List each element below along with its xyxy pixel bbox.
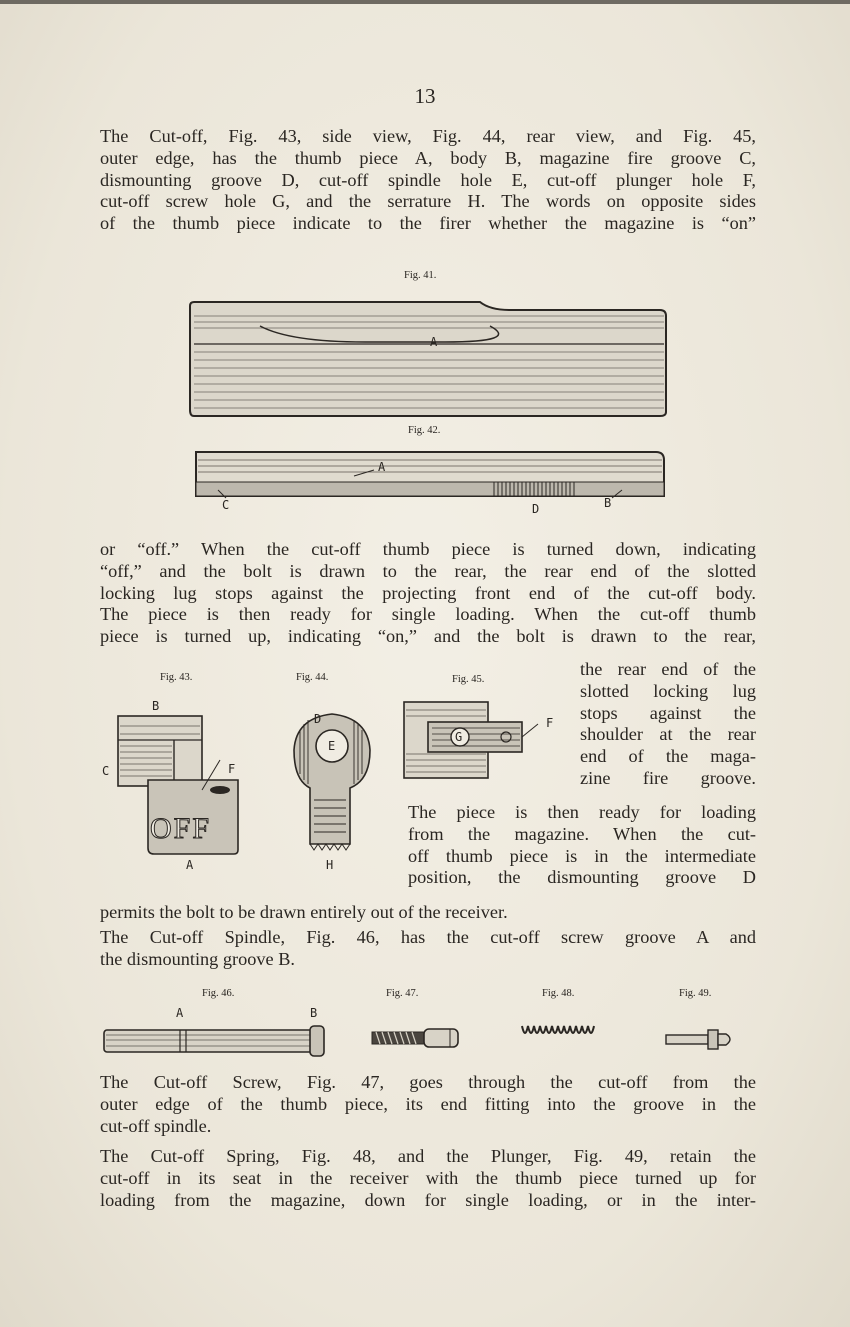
fig45-label-g: G bbox=[455, 730, 463, 744]
text-line: The Cut-off Spring, Fig. 48, and the Plunger, Fig. 49, retain the bbox=[100, 1146, 756, 1166]
text-line: the dismounting groove B. bbox=[100, 948, 295, 969]
text-line: cut-off screw hole G, and the serrature H. The words on opposite sides bbox=[100, 191, 756, 212]
text-line: The piece is then ready for loading bbox=[408, 802, 756, 822]
text-line: cut-off spindle. bbox=[100, 1115, 212, 1136]
text-line: position, the dismounting groove D bbox=[408, 867, 756, 888]
fig42-caption: Fig. 42. bbox=[408, 425, 441, 436]
fig45-illustration bbox=[402, 700, 542, 780]
fig46-illustration bbox=[102, 1022, 328, 1058]
text-line: shoulder at the rear bbox=[580, 724, 756, 745]
text-line: The piece is then ready for single loading. When the cut-off thumb bbox=[100, 604, 756, 625]
fig45-caption: Fig. 45. bbox=[452, 674, 485, 685]
fig42-label-b: B bbox=[604, 496, 612, 510]
paragraph-off-position bbox=[100, 539, 756, 648]
fig42-illustration bbox=[194, 446, 668, 502]
paragraph-side-column bbox=[580, 659, 756, 790]
fig46-caption: Fig. 46. bbox=[202, 988, 235, 999]
text-line: end of the maga- bbox=[580, 746, 756, 767]
text-line: outer edge, has the thumb piece A, body B, magazine fire groove C, bbox=[100, 147, 756, 168]
fig44-caption: Fig. 44. bbox=[296, 672, 329, 683]
paragraph-cutoff bbox=[100, 126, 756, 235]
text-line: dismounting groove D, cut-off spindle hole E, cut-off plunger hole F, bbox=[100, 169, 756, 190]
page-number: 13 bbox=[414, 84, 436, 108]
text-line: stops against the bbox=[580, 702, 756, 723]
scan-edge bbox=[0, 0, 850, 4]
paragraph-spring-plunger bbox=[100, 1146, 756, 1211]
text-line: outer edge of the thumb piece, its end fitting into the groove in the bbox=[100, 1093, 756, 1114]
fig44-label-e: E bbox=[328, 739, 336, 753]
text-line: slotted locking lug bbox=[580, 680, 756, 701]
paragraph-wide-column bbox=[408, 802, 756, 889]
text-line: “off,” and the bolt is drawn to the rear, the rear end of the slotted bbox=[100, 560, 756, 581]
text-line: The Cut-off, Fig. 43, side view, Fig. 44, rear view, and Fig. 45, bbox=[100, 126, 756, 146]
text-line: or “off.” When the cut-off thumb piece is turned down, indicating bbox=[100, 539, 756, 559]
text-line: piece is turned up, indicating “on,” and the bolt is drawn to the rear, bbox=[100, 626, 756, 647]
fig42-label-a: A bbox=[378, 460, 386, 474]
paragraph-cutoff-spindle bbox=[100, 927, 756, 971]
fig48-caption: Fig. 48. bbox=[542, 988, 575, 999]
paragraph-continuation bbox=[100, 902, 756, 924]
fig41-illustration bbox=[190, 296, 670, 421]
fig44-label-d: D bbox=[314, 712, 322, 726]
fig44-label-h: H bbox=[326, 858, 334, 872]
text-line: of the thumb piece indicate to the firer whether the magazine is “on” bbox=[100, 213, 756, 234]
fig44-illustration bbox=[292, 710, 374, 860]
fig45-label-f: F bbox=[546, 716, 554, 730]
fig47-illustration bbox=[370, 1026, 464, 1050]
text-line: locking lug stops against the projecting front end of the cut-off body. bbox=[100, 582, 756, 603]
text-line: off thumb piece is in the intermediate bbox=[408, 845, 756, 866]
paragraph-cutoff-screw bbox=[100, 1072, 756, 1137]
fig41-caption: Fig. 41. bbox=[404, 270, 437, 281]
fig47-caption: Fig. 47. bbox=[386, 988, 419, 999]
text-line: cut-off in its seat in the receiver with the thumb piece turned up for bbox=[100, 1167, 756, 1188]
fig43-stamp: OFF bbox=[150, 812, 212, 845]
fig46-label-b: B bbox=[310, 1006, 318, 1020]
text-line: zine fire groove. bbox=[580, 767, 756, 788]
fig41-label-a: A bbox=[430, 335, 438, 349]
fig48-illustration bbox=[518, 1020, 600, 1044]
text-line: the rear end of the bbox=[580, 659, 756, 679]
text-line: permits the bolt to be drawn entirely out of the receiver. bbox=[100, 902, 508, 922]
text-line: The Cut-off Screw, Fig. 47, goes through the cut-off from the bbox=[100, 1072, 756, 1092]
fig43-label-c: C bbox=[102, 764, 110, 778]
text-line: The Cut-off Spindle, Fig. 46, has the cut-off screw groove A and bbox=[100, 927, 756, 947]
fig49-caption: Fig. 49. bbox=[679, 988, 712, 999]
fig42-label-c: C bbox=[222, 498, 230, 512]
fig43-caption: Fig. 43. bbox=[160, 672, 193, 683]
text-line: loading from the magazine, down for single loading, or in the inter- bbox=[100, 1189, 756, 1210]
fig49-illustration bbox=[664, 1028, 736, 1052]
fig43-label-a: A bbox=[186, 858, 194, 872]
fig43-label-b: B bbox=[152, 699, 160, 713]
text-line: from the magazine. When the cut- bbox=[408, 823, 756, 844]
fig43-label-f: F bbox=[228, 762, 236, 776]
fig46-label-a: A bbox=[176, 1006, 184, 1020]
fig42-label-d: D bbox=[532, 502, 540, 516]
